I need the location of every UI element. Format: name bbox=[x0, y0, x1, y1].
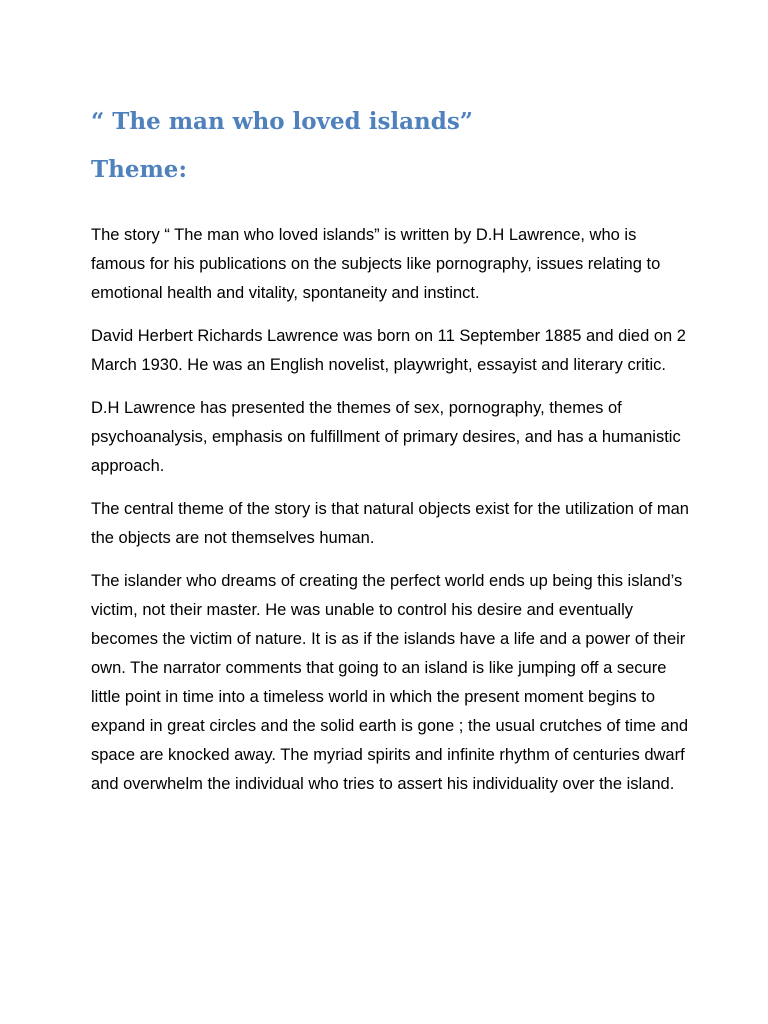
paragraph-intro: The story “ The man who loved islands” is written by D.H Lawrence, who is famous for his publications on the subjects like pornography, issues relating to emotional health and vitality, spontaneity and instinct. bbox=[91, 226, 661, 302]
paragraph-themes: D.H Lawrence has presented the themes of sex, pornography, themes of psychoanalysis, emphasis on fulfillment of primary desires, and has a humanistic approach. bbox=[91, 399, 681, 475]
paragraph-biography: David Herbert Richards Lawrence was born on 11 September 1885 and died on 2 March 1930. He was an English novelist, playwright, essayist and literary critic. bbox=[91, 327, 686, 374]
paragraph-central-theme: The central theme of the story is that natural objects exist for the utilization of man the objects are not themselves human. bbox=[91, 500, 689, 547]
section-heading-theme: Theme: bbox=[91, 156, 187, 183]
paragraph-islander: The islander who dreams of creating the perfect world ends up being this island’s victim, not their master. He was unable to control his desire and eventually becomes the victim of nature. It is as if the islands have a life and a power of their own. The narrator comments that going to an island is like jumping off a secure little point in time into a timeless world in which the present moment begins to expand in great circles and the solid earth is gone ; the usual crutches of time and space are knocked away. The myriad spirits and infinite rhythm of centuries dwarf and overwhelm the individual who tries to assert his individuality over the island. bbox=[91, 572, 689, 793]
document-body bbox=[91, 221, 691, 813]
document-title: “ The man who loved islands” bbox=[91, 108, 474, 135]
